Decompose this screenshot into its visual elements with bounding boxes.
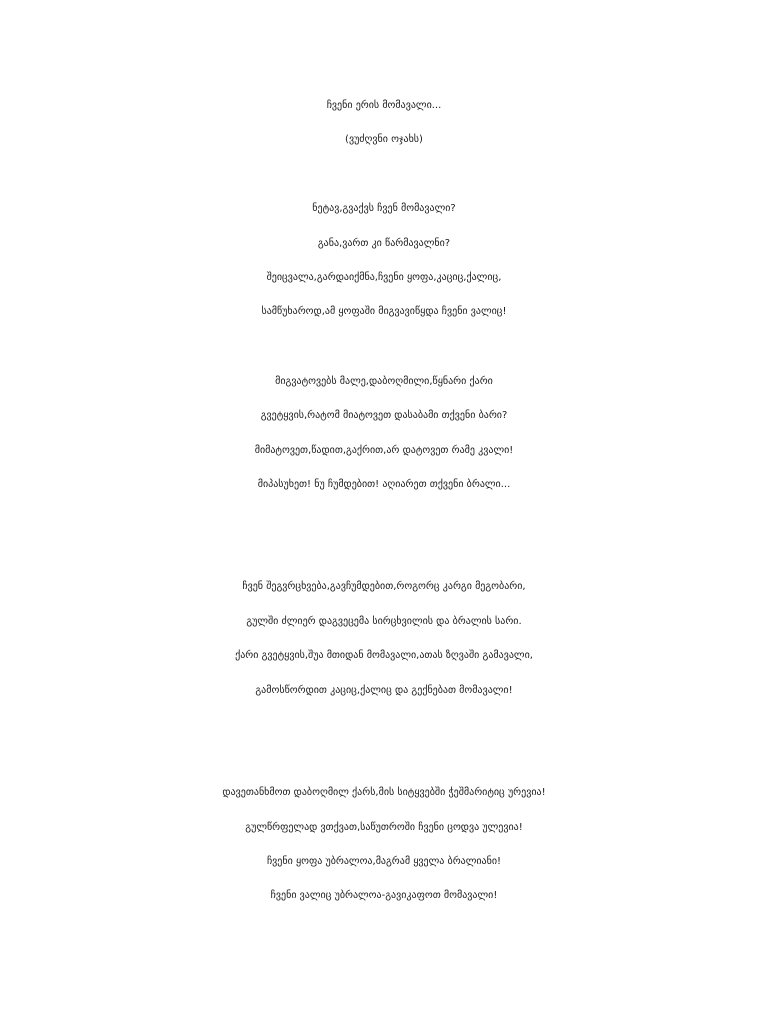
poem-line: გულწრფელად ვთქვათ,საწუთროში ჩვენი ცოდვა ულევია!: [245, 822, 523, 833]
poem-line: სამწუხაროდ,ამ ყოფაში მიგვავიწყდა ჩვენი ვალიც!: [261, 306, 507, 317]
poem-line: მიპასუხეთ! ნუ ჩუმდებით! აღიარეთ თქვენი ბრალი...: [257, 479, 511, 490]
poem-line: ჩვენი ვალიც უბრალოა-გავიკაფოთ მომავალი!: [270, 890, 498, 901]
poem-line: გულში ძლიერ დაგვეცემა სირცხვილის და ბრალის სარი.: [246, 616, 522, 627]
poem-line: მიგვატოვებს მალე,დაბოღმილი,წყნარი ქარი: [275, 376, 493, 387]
poem-subtitle: (ვუძღვნი ოჯახს): [345, 134, 423, 145]
poem-title: ჩვენი ერის მომავალი...: [326, 100, 442, 111]
poem-line: შეიცვალა,გარდაიქმნა,ჩვენი ყოფა,კაციც,ქალიც,: [266, 272, 502, 283]
poem-line: ქარი გვეტყვის,შუა მთიდან მომავალი,ათას ზღვაში გამავალი,: [235, 650, 533, 661]
poem-line: ნეტავ,გვაქვს ჩვენ მომავალი?: [312, 203, 456, 214]
poem-line: ჩვენი ყოფა უბრალოა,მაგრამ ყველა ბრალიანი!: [266, 856, 502, 867]
poem-line: განა,ვართ კი წარმავალნი?: [317, 238, 451, 249]
poem-line: გამოსწორდით კაციც,ქალიც და გექნებათ მომავალი!: [255, 685, 513, 696]
poem-line: ჩვენ შეგვრცხვება,გავჩუმდებით,როგორც კარგი მეგობარი,: [242, 581, 526, 592]
poem-line: გვეტყვის,რატომ მიატოვეთ დასაბამი თქვენი ბარი?: [260, 410, 508, 421]
poem-line: დავეთანხმოთ დაბოღმილ ქარს,მის სიტყვებში ჭეშმარიტიც ურევია!: [222, 787, 546, 798]
poem-line: მიმატოვეთ,წადით,გაქრით,არ დატოვეთ რამე კვალი!: [254, 445, 514, 456]
